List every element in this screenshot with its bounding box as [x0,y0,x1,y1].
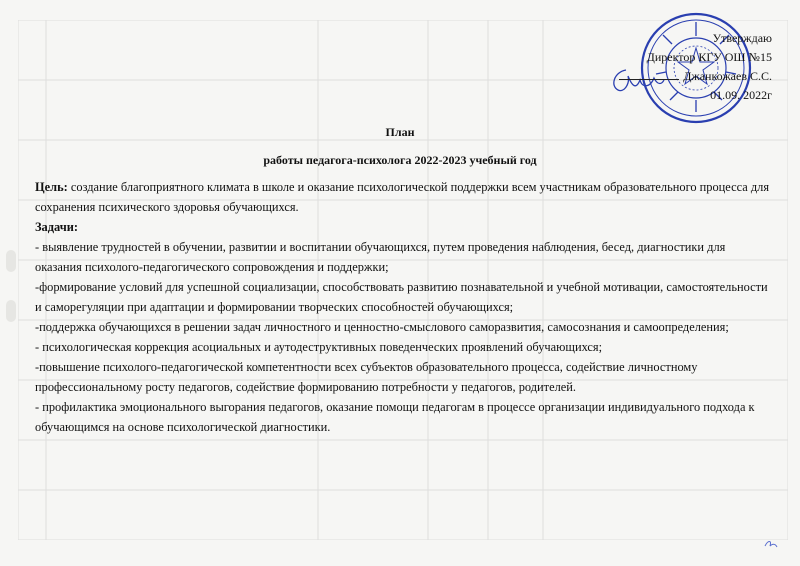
approval-position: Директор КГУ ОШ №15 [646,50,772,64]
task-item: - профилактика эмоционального выгорания педагогов, оказание помощи педагогам в процессе организации индивидуального подхода к обучающимся на основе психологической диагностики. [35,400,755,434]
approval-date: 01.09. 2022г [710,88,772,102]
task-item: -поддержка обучающихся в решении задач личностного и ценностно-смыслового саморазвития, самосознания и самоопределения; [35,320,729,334]
approval-block [612,29,772,105]
punch-hole [6,250,16,272]
task-item: -повышение психолого-педагогической компетентности всех субъектов образовательного процесса, содействие личностному профессиональному росту педагогов, содействие формированию потребности у педагогов, родителей. [35,360,698,394]
approval-name: Джанкожаев С.С. [683,69,772,83]
goal-text: создание благоприятного климата в школе и оказание психологической поддержки всем участникам образовательного процесса для сохранения психического здоровья обучающихся. [35,180,770,214]
task-item: - выявление трудностей в обучении, развитии и воспитании обучающихся, путем проведения наблюдения, бесед, диагностики для оказания психолого-педагогического сопровождения и поддержки; [35,240,726,274]
pen-mark-icon [763,538,779,550]
approval-name-row [612,67,772,86]
punch-hole [6,300,16,322]
goal-paragraph [35,177,775,217]
task-item: - психологическая коррекция асоциальных и аутодеструктивных поведенческих проявлений обучающихся; [35,340,603,354]
page-title: План [385,125,415,139]
signature-line [619,79,679,80]
page-subtitle: работы педагога-психолога 2022-2023 учебный год [263,153,537,167]
goal-label: Цель: [35,180,68,194]
approval-heading: Утверждаю [712,31,772,45]
document-body [35,177,775,437]
tasks-label: Задачи: [35,220,78,234]
task-item: -формирование условий для успешной социализации, способствовать развитию познавательной и учебной мотивации, самостоятельности и саморегуляции при адаптации и формировании творческих способностей обучающихся; [35,280,768,314]
